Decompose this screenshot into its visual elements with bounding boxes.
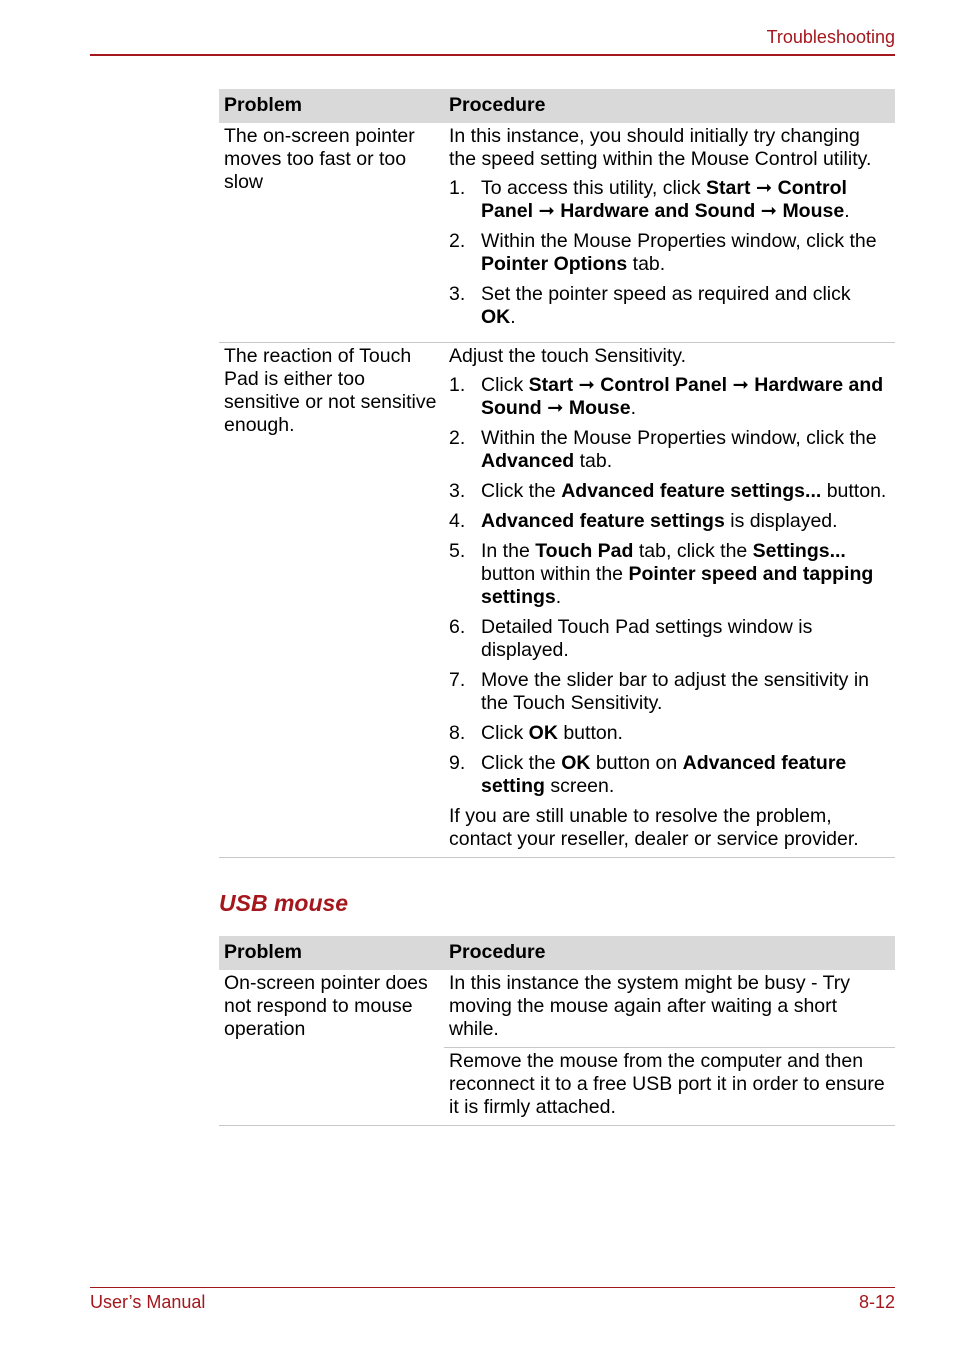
table-row [219, 970, 895, 1048]
step-number: 9. [449, 752, 466, 774]
step-item [449, 669, 890, 715]
step-item [449, 510, 890, 533]
procedure-cell [444, 123, 895, 343]
page-number: 8-12 [858, 1292, 895, 1312]
table-header-row [219, 936, 895, 970]
troubleshooting-table-touchpad [219, 89, 895, 858]
step-item [449, 752, 890, 798]
footer-manual-title: User’s Manual [90, 1292, 206, 1312]
header-title: Troubleshooting [766, 27, 895, 47]
step-number: 6. [449, 616, 466, 638]
procedure-outro: If you are still unable to resolve the problem, contact your reseller, dealer or service provider. [449, 805, 859, 850]
arrow-icon: ➞ [732, 374, 749, 396]
step-item [449, 230, 890, 276]
step-item [449, 540, 890, 609]
step-number: 3. [449, 480, 466, 502]
procedure-steps [449, 374, 890, 798]
step-text: In the Touch Pad tab, click the Settings... button within the Pointer speed and tapping settings. [481, 540, 874, 608]
arrow-icon: ➞ [578, 374, 595, 396]
step-text: Click the OK button on Advanced feature setting screen. [481, 752, 847, 797]
arrow-icon: ➞ [760, 200, 778, 222]
problem-cell: The reaction of Touch Pad is either too sensitive or not sensitive enough. [219, 343, 444, 858]
procedure-cell [444, 343, 895, 858]
column-header-procedure: Procedure [444, 936, 895, 970]
arrow-icon: ➞ [538, 200, 555, 222]
step-item [449, 722, 890, 745]
step-number: 2. [449, 427, 466, 449]
procedure-intro: Adjust the touch Sensitivity. [449, 345, 687, 367]
table-header-row [219, 89, 895, 123]
problem-cell: On-screen pointer does not respond to mouse operation [219, 970, 444, 1126]
problem-cell: The on-screen pointer moves too fast or too slow [219, 123, 444, 343]
step-text: Click the Advanced feature settings... button. [481, 480, 887, 502]
procedure-steps [449, 177, 890, 329]
step-text: Click OK button. [481, 722, 623, 744]
step-number: 2. [449, 230, 466, 252]
procedure-cell: In this instance the system might be busy - Try moving the mouse again after waiting a short while. [449, 972, 850, 1040]
step-item [449, 177, 890, 223]
step-number: 4. [449, 510, 466, 532]
step-text: Detailed Touch Pad settings window is displayed. [481, 616, 813, 661]
footer-rule [90, 1287, 895, 1288]
step-item [449, 616, 890, 662]
procedure-intro: In this instance, you should initially try changing the speed setting within the Mouse Control utility. [449, 125, 872, 170]
table-row [219, 343, 895, 858]
step-item [449, 480, 890, 503]
arrow-icon: ➞ [755, 177, 773, 199]
step-item [449, 427, 890, 473]
table-row [219, 123, 895, 343]
arrow-icon: ➞ [547, 397, 564, 419]
step-text: Set the pointer speed as required and click OK. [481, 283, 851, 328]
troubleshooting-table-usb-mouse [219, 936, 895, 1126]
header-rule [90, 54, 895, 56]
step-number: 5. [449, 540, 466, 562]
column-header-procedure: Procedure [444, 89, 895, 123]
step-item [449, 374, 890, 420]
step-item [449, 283, 890, 329]
step-text: Click Start ➞ Control Panel ➞ Hardware and Sound ➞ Mouse. [481, 374, 884, 419]
column-header-problem: Problem [219, 89, 444, 123]
step-number: 1. [449, 374, 466, 396]
step-text: Move the slider bar to adjust the sensitivity in the Touch Sensitivity. [481, 669, 870, 714]
column-header-problem: Problem [219, 936, 444, 970]
step-text: Within the Mouse Properties window, click the Advanced tab. [481, 427, 877, 472]
step-text: Advanced feature settings is displayed. [481, 510, 838, 532]
section-heading-usb-mouse: USB mouse [219, 890, 349, 916]
step-number: 8. [449, 722, 466, 744]
step-number: 3. [449, 283, 466, 305]
step-text: To access this utility, click Start ➞ Control Panel ➞ Hardware and Sound ➞ Mouse. [481, 177, 850, 222]
procedure-cell: Remove the mouse from the computer and then reconnect it to a free USB port it in order to ensure it is firmly attached. [444, 1048, 895, 1126]
step-number: 1. [449, 177, 466, 199]
step-text: Within the Mouse Properties window, click the Pointer Options tab. [481, 230, 877, 275]
step-number: 7. [449, 669, 466, 691]
